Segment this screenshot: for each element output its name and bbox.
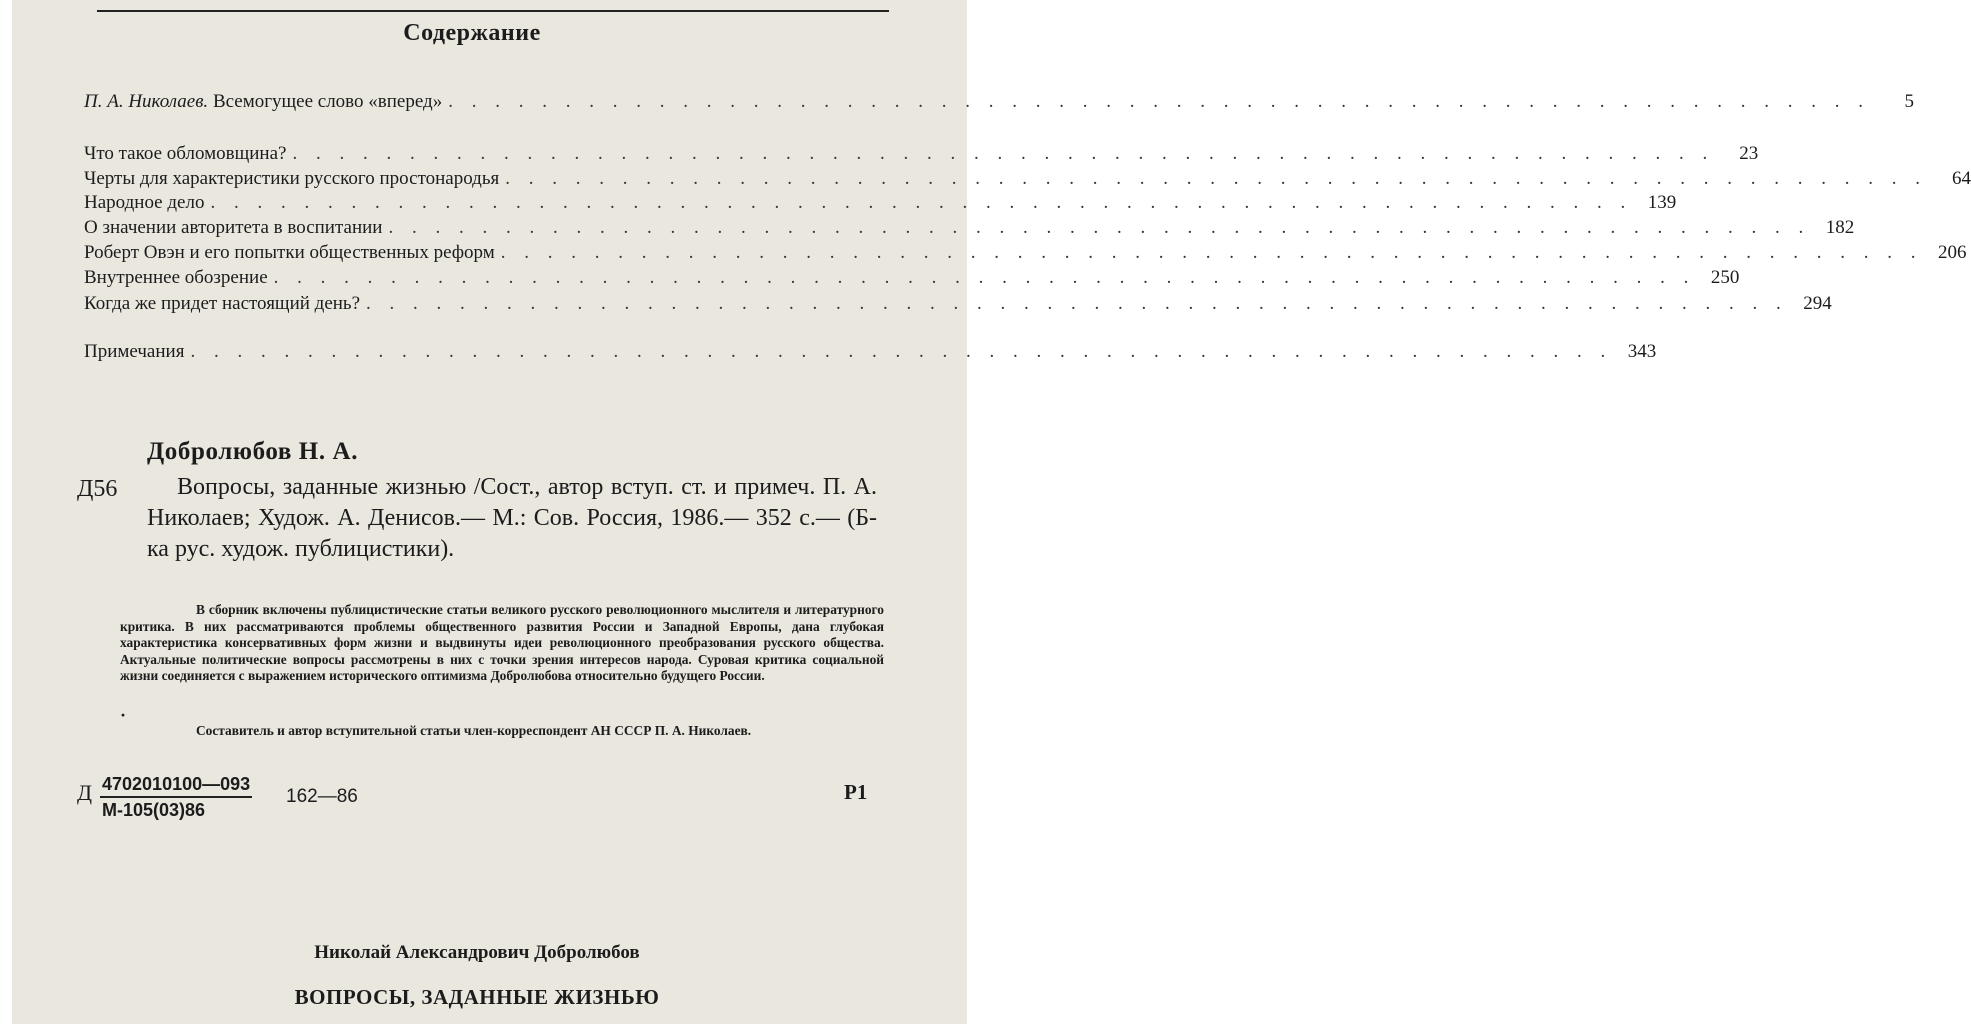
toc-leader: . . . . . . . . . . . . . . . . . . . . . . . . . . . . . . . . . . . . . . . . . . . . . . . . . . . . . . . . . . . . . <box>273 267 1696 288</box>
toc-leader: . . . . . . . . . . . . . . . . . . . . . . . . . . . . . . . . . . . . . . . . . . . . . . . . . . . . . . . . . . . . . <box>292 143 1715 164</box>
toc-leader: . . . . . . . . . . . . . . . . . . . . . . . . . . . . . . . . . . . . . . . . . . . . . . . . . . . . . . . . . . . . . <box>448 91 1870 112</box>
toc-page-number: 5 <box>1904 91 1914 112</box>
toc-page-number: 139 <box>1647 192 1677 213</box>
toc-entry-label <box>84 89 442 115</box>
title-page-author: Николай Александрович Добролюбов <box>314 942 640 963</box>
toc-leader: . . . . . . . . . . . . . . . . . . . . . . . . . . . . . . . . . . . . . . . . . . . . . . . . . . . . . . . . . . . . . <box>190 341 1613 362</box>
toc-page-number: 23 <box>1739 143 1759 164</box>
index-prefix: Д <box>77 780 93 805</box>
bibliographic-description: Вопросы, заданные жизнью /Сост., автор вступ. ст. и примеч. П. А. Николаев; Худож. А. Денисов.— М.: Сов. Россия, 1986.— 352 с.— (Б-ка рус. худож. публицистики). <box>147 474 877 562</box>
contents-heading: Содержание <box>403 20 541 46</box>
toc-entry-title: Внутреннее обозрение <box>84 267 268 288</box>
toc-entry-title: Черты для характеристики русского простонародья <box>84 168 500 189</box>
toc-page-number: 64 <box>1952 168 1971 189</box>
toc-entry-title: О значении авторитета в воспитании <box>84 217 383 238</box>
toc-entry-notes <box>84 339 1657 365</box>
toc-entry-preface <box>84 89 1914 115</box>
toc-page-number: 343 <box>1627 341 1657 362</box>
index-fraction <box>100 772 252 822</box>
top-rule <box>97 10 889 12</box>
index-denominator: М-105(03)86 <box>102 800 206 820</box>
toc-entry <box>84 166 1971 192</box>
title-page-title: ВОПРОСЫ, ЗАДАННЫЕ ЖИЗНЬЮ <box>294 985 660 1009</box>
toc-entry <box>84 141 1759 167</box>
annotation-text: В сборник включены публицистические статьи великого русского революционного мыслителя и литературного критика. В них рассматриваются проблемы общественного развития России и Западной Европы, дана глубокая характеристика консервативных форм жизни и выдвинуты идеи революционного преобразования русского общества. Актуальные политические вопросы рассмотрены в них с точки зрения интересов народа. Суровая критика социальной жизни соединяется с выражением исторического оптимизма Добролюбова относительно будущего России. <box>120 602 884 684</box>
toc-entry-title: Роберт Овэн и его попытки общественных реформ <box>84 242 495 263</box>
index-numerator: 4702010100—093 <box>100 772 252 798</box>
toc-entry-author: П. А. Николаев. <box>84 91 209 112</box>
index-code: 162—86 <box>286 786 358 807</box>
margin-mark: · <box>120 705 127 725</box>
toc-entry <box>84 215 1855 241</box>
classification-code: Д56 <box>77 476 118 502</box>
toc-entry <box>84 291 1832 317</box>
toc-page-number: 182 <box>1825 217 1855 238</box>
toc-entry-title: Народное дело <box>84 192 205 213</box>
toc-leader: . . . . . . . . . . . . . . . . . . . . . . . . . . . . . . . . . . . . . . . . . . . . . . . . . . . . . . . . . . . . . <box>366 293 1788 314</box>
toc-leader: . . . . . . . . . . . . . . . . . . . . . . . . . . . . . . . . . . . . . . . . . . . . . . . . . . . . . . . . . . . . . <box>505 168 1927 189</box>
toc-entry <box>84 240 1967 266</box>
book-page <box>12 0 1971 1024</box>
toc-entry-title: Когда же придет настоящий день? <box>84 293 361 314</box>
compiler-note: Составитель и автор вступительной статьи член-корреспондент АН СССР П. А. Николаев. <box>196 723 752 738</box>
price-code: Р1 <box>844 780 868 804</box>
toc-page-number: 250 <box>1710 267 1740 288</box>
toc-entry <box>84 265 1740 291</box>
toc-entry-title: Что такое обломовщина? <box>84 143 287 164</box>
toc-leader: . . . . . . . . . . . . . . . . . . . . . . . . . . . . . . . . . . . . . . . . . . . . . . . . . . . . . . . . . . . . . <box>388 217 1811 238</box>
toc-page-number: 294 <box>1803 293 1832 314</box>
toc-leader: . . . . . . . . . . . . . . . . . . . . . . . . . . . . . . . . . . . . . . . . . . . . . . . . . . . . . . . . . . . . . <box>500 242 1923 263</box>
toc-entry-title: Всемогущее слово «вперед» <box>212 91 443 112</box>
toc-entry <box>84 190 1677 216</box>
catalog-author-heading: Добролюбов Н. А. <box>147 438 359 465</box>
toc-page-number: 206 <box>1938 242 1967 263</box>
toc-leader: . . . . . . . . . . . . . . . . . . . . . . . . . . . . . . . . . . . . . . . . . . . . . . . . . . . . . . . . . . . . . <box>210 192 1633 213</box>
toc-entry-title: Примечания <box>84 341 185 362</box>
